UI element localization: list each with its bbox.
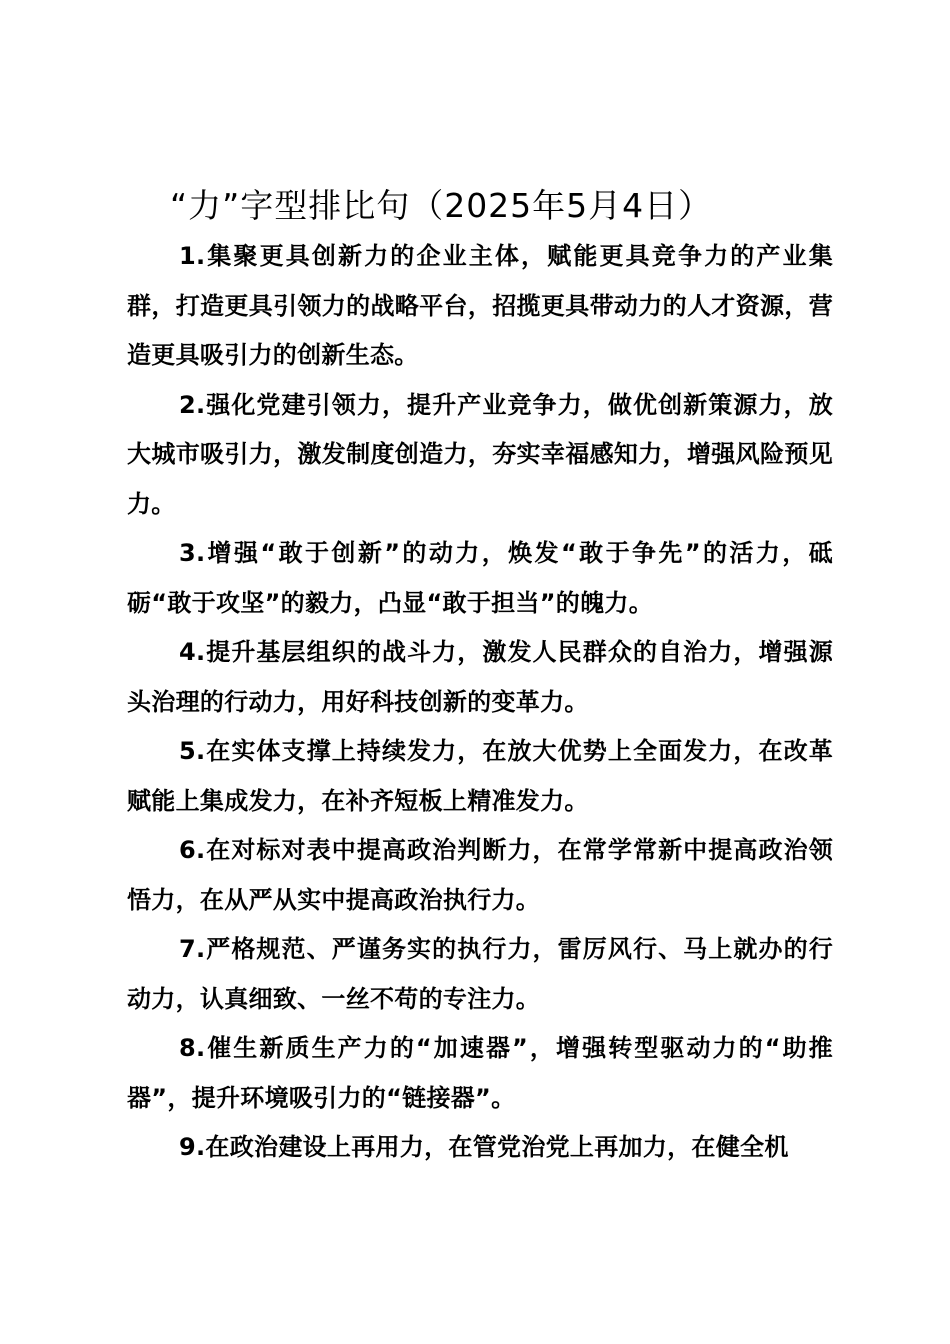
paragraph-4: 4.提升基层组织的战斗力，激发人民群众的自治力，增强源头治理的行动力，用好科技创新的变革力。 bbox=[127, 638, 833, 716]
paragraph-5: 5.在实体支撑上持续发力，在放大优势上全面发力，在改革赋能上集成发力，在补齐短板上精准发力。 bbox=[127, 737, 833, 815]
paragraph-8: 8.催生新质生产力的“加速器”，增强转型驱动力的“助推器”，提升环境吸引力的“链接器”。 bbox=[127, 1034, 833, 1112]
paragraph-7: 7.严格规范、严谨务实的执行力，雷厉风行、马上就办的行动力，认真细致、一丝不苟的专注力。 bbox=[127, 935, 833, 1013]
paragraph-9: 9.在政治建设上再用力，在管党治党上再加力，在健全机 bbox=[179, 1133, 789, 1161]
document-title: “力”字型排比句（2025年5月4日） bbox=[170, 186, 713, 225]
paragraph-3: 3.增强“敢于创新”的动力，焕发“敢于争先”的活力，砥砺“敢于攻坚”的毅力，凸显“敢于担当”的魄力。 bbox=[127, 539, 833, 617]
paragraph-1: 1.集聚更具创新力的企业主体，赋能更具竞争力的产业集群，打造更具引领力的战略平台，招揽更具带动力的人才资源，营造更具吸引力的创新生态。 bbox=[127, 242, 833, 369]
document-body bbox=[127, 232, 833, 1173]
paragraph-2: 2.强化党建引领力，提升产业竞争力，做优创新策源力，放大城市吸引力，激发制度创造力，夯实幸福感知力，增强风险预见力。 bbox=[127, 390, 833, 518]
paragraph-6: 6.在对标对表中提高政治判断力，在常学常新中提高政治领悟力，在从严从实中提高政治执行力。 bbox=[127, 836, 833, 914]
